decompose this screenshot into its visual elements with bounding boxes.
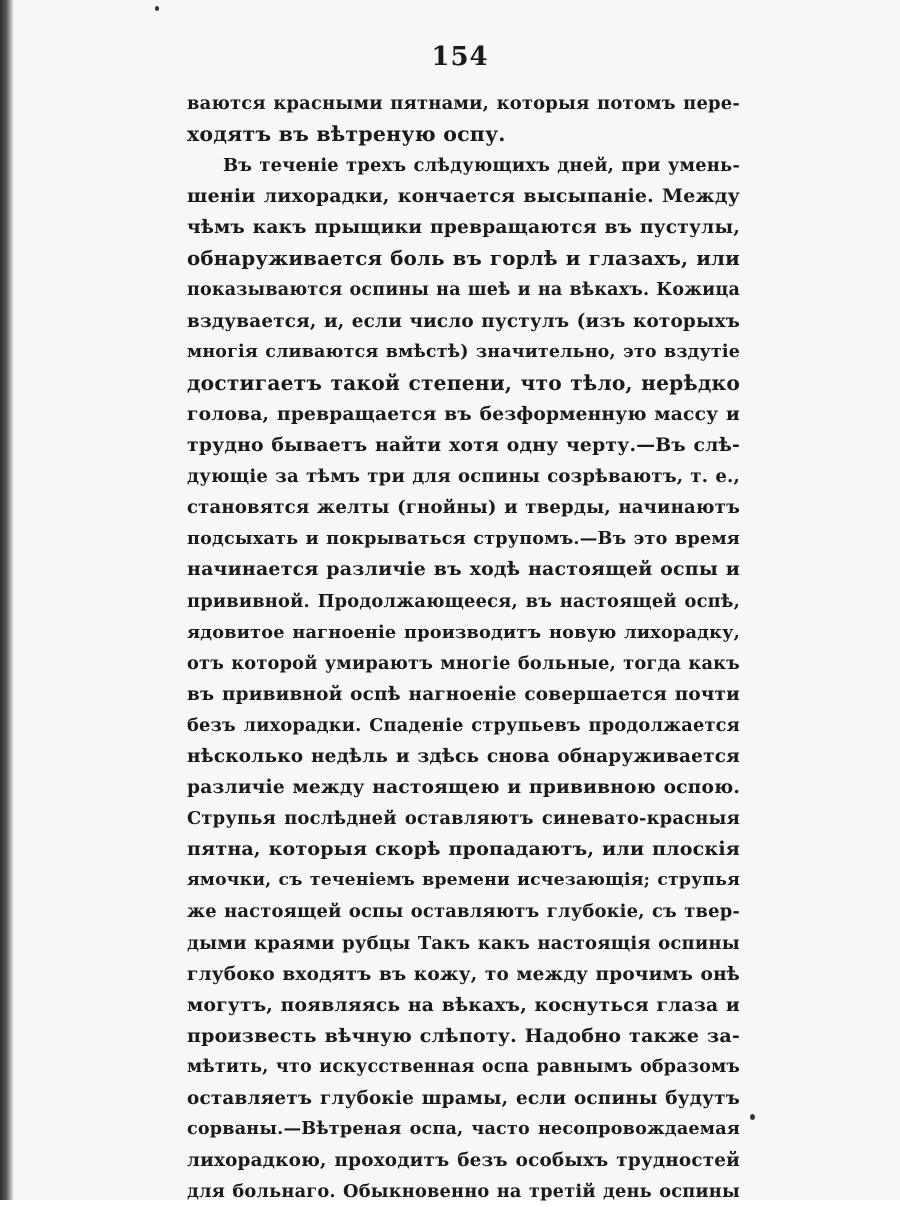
text-line: трудно бываетъ найти хотя одну черту.—Въ слѣ- (187, 434, 740, 457)
text-line: вздувается, и, если число пустулъ (изъ которыхъ (187, 310, 740, 332)
text-line: показываются оспины на шеѣ и на вѣкахъ. Кожица (187, 279, 740, 300)
text-line: отъ которой умираютъ многіе больные, тогда какъ (187, 652, 740, 674)
ink-speck (155, 6, 159, 11)
text-line: ямочки, съ теченіемъ времени исчезающія; струпья (187, 870, 740, 891)
text-line: ядовитое нагноеніе производитъ новую лихорадку, (187, 621, 740, 643)
text-line: лихорадкою, проходитъ безъ особыхъ трудностей (187, 1150, 740, 1172)
body-text (187, 88, 740, 1207)
paragraph-first-line: Въ теченіе трехъ слѣдующихъ дней, при умень- (223, 155, 740, 177)
page-number: 154 (431, 42, 489, 72)
text-line: же настоящей оспы оставляютъ глубокіе, съ твер- (187, 901, 740, 923)
text-line: прививной. Продолжающееся, въ настоящей оспѣ, (187, 590, 740, 612)
text-line: достигаетъ такой степени, что тѣло, нерѣдко (187, 370, 740, 395)
text-line: ходятъ въ вѣтреную оспу. (187, 122, 506, 147)
text-line: могутъ, появляясь на вѣкахъ, коснуться глаза и (187, 993, 740, 1016)
text-line: подсыхать и покрываться струпомъ.—Въ это время (187, 528, 740, 550)
text-line: безъ лихорадки. Спаденіе струпьевъ продолжается (187, 714, 740, 736)
text-line: пятна, которыя скорѣ пропадаютъ, или плоскія (187, 838, 740, 861)
scan-shadow-edge (0, 0, 14, 1200)
text-line: мѣтить, что искусственная оспа равнымъ образомъ (187, 1056, 740, 1077)
text-line: глубоко входятъ въ кожу, то между прочимъ онѣ (187, 963, 740, 985)
text-line: голова, превращается въ безформенную массу и (187, 403, 740, 425)
text-line: ваются красными пятнами, которыя потомъ пере- (187, 93, 740, 114)
text-line: сорваны.—Вѣтреная оспа, часто несопровождаемая (187, 1119, 740, 1140)
text-line: становятся желты (гнойны) и тверды, начинаютъ (187, 497, 740, 519)
text-line: чѣмъ какъ прыщики превращаются въ пустулы, (187, 217, 740, 239)
text-line: въ прививной оспѣ нагноеніе совершается почти (187, 683, 740, 705)
text-line: для больнаго. Обыкновенно на третій день оспины (187, 1181, 740, 1203)
text-line: начинается различіе въ ходѣ настоящей оспы и (187, 558, 740, 581)
text-line: дующіе за тѣмъ три для оспины созрѣваютъ, т. е., (187, 466, 740, 488)
text-line: оставляетъ глубокіе шрамы, если оспины будутъ (187, 1088, 740, 1109)
ink-speck (750, 1114, 755, 1120)
text-line: шеніи лихорадки, кончается высыпаніе. Между (187, 185, 740, 208)
text-line: обнаруживается боль въ горлѣ и глазахъ, или (187, 246, 740, 271)
text-line: нѣсколько недѣль и здѣсь снова обнаруживается (187, 745, 740, 767)
text-line: дыми краями рубцы Такъ какъ настоящія оспины (187, 932, 740, 954)
text-line: различіе между настоящею и прививною оспою. (187, 777, 740, 799)
text-line: произвесть вѣчную слѣпоту. Надобно также за- (187, 1024, 740, 1047)
text-line: Струпья послѣдней оставляютъ синевато-красныя (187, 808, 740, 830)
text-line: многія сливаются вмѣстѣ) значительно, это вздутіе (187, 341, 740, 362)
